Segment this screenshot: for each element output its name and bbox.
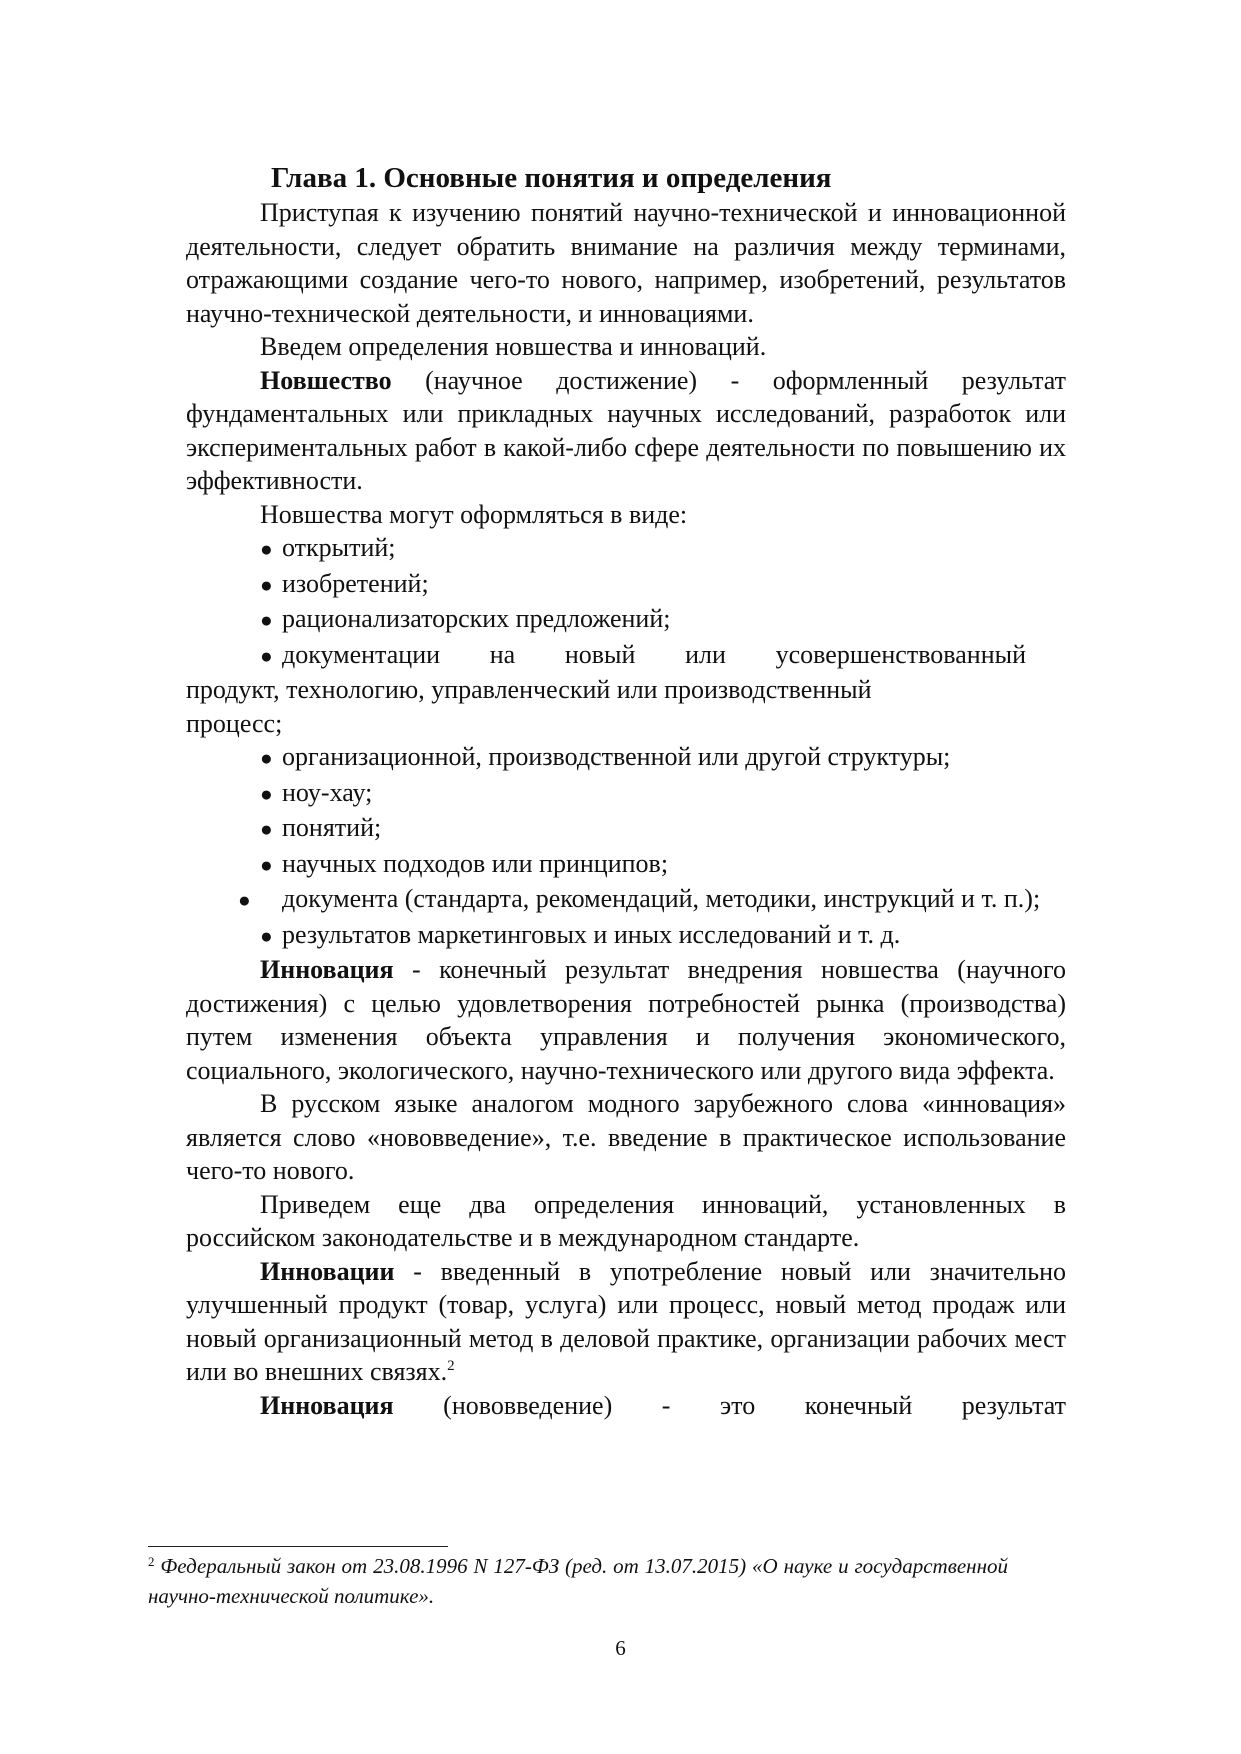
novelty-forms-list [186,531,1066,953]
list-item: ● научных подходов или принципов; [186,847,1066,883]
list-item: ● рационализаторских предложений; [186,602,1066,638]
list-item-continuation: процесс; [186,708,283,738]
list-item: ● результатов маркетинговых и иных исследований и т. д. [186,918,1066,954]
list-item: ● организационной, производственной или другой структуры; [186,740,1066,776]
list-item: ● документа (стандарта, рекомендаций, методики, инструкций и т. п.); [186,882,1086,918]
footnote-separator [148,1546,448,1547]
footnote-mark: 2 [148,1554,155,1569]
page-content [186,160,1066,1422]
bullet-icon: ● [260,746,273,770]
innovations-term: Инновации [260,1256,395,1286]
bullet-icon: ● [260,923,273,948]
bullet-icon: ● [260,817,273,841]
list-item: ● открытий; [186,531,1066,567]
innovations-definition [186,1255,1066,1389]
bullet-icon: ● [260,643,273,668]
page-number: 6 [615,1636,626,1660]
definitions-intro: Введем определения новшества и инноваций. [260,332,767,361]
innovation-definition-2 [186,1389,1066,1423]
chapter-heading: Глава 1. Основные понятия и определения [271,162,832,194]
list-item: ● документации на новый или усовершенствованный [186,638,1066,674]
innovation-term-1: Инновация [260,955,394,984]
intro-paragraph: Приступая к изучению понятий научно-технической и инновационной деятельности, следует обратить внимание на различия между терминами, отражающими создание чего-то нового, например, изобретений, результатов научно-технической деятельности, и инновациями. [186,198,1066,328]
list-item: ● ноу-хау; [186,776,1066,812]
novelty-definition [186,364,1066,498]
innovation-text-2: (нововведение) - это конечный результат [393,1390,1066,1420]
novelty-text: (научное достижение) - оформленный результат фундаментальных или прикладных научных исследований, разработок или экспериментальных работ в какой-либо сфере деятельности по повышению их эффективности. [186,365,1066,495]
list-item: ● изобретений; [186,567,1066,603]
bullet-icon: ● [238,888,251,912]
two-definitions-paragraph: Приведем еще два определения инноваций, установленных в российском законодательстве и в международном стандарте. [186,1189,1066,1252]
russian-analog-paragraph: В русском языке аналогом модного зарубежного слова «инновация» является слово «нововведение», т.е. введение в практическое использование чего-то нового. [186,1089,1066,1185]
list-item-continuation: продукт, технологию, управленческий или производственный [186,675,872,704]
innovation-term-2: Инновация [260,1390,394,1420]
bullet-icon: ● [260,781,273,806]
footnote-reference[interactable]: 2 [447,1358,455,1374]
innovation-definition-1 [186,953,1066,1087]
footnote [148,1551,1008,1611]
novelty-term: Новшество [260,365,392,395]
bullet-icon: ● [260,852,273,877]
list-item: ● понятий; [186,811,1066,847]
bullet-icon: ● [260,608,273,632]
innovations-text: - введенный в употребление новый или значительно улучшенный продукт (товар, услуга) или процесс, новый метод продаж или новый организационный метод в деловой практике, организации рабочих мест или во внешних связях. [186,1256,1066,1386]
forms-intro: Новшества могут оформляться в виде: [260,499,688,529]
bullet-icon: ● [260,537,273,561]
footnote-text: Федеральный закон от 23.08.1996 N 127-ФЗ (ред. от 13.07.2015) «О науке и государственной научно-технической политике». [148,1554,1008,1608]
bullet-icon: ● [260,572,273,597]
innovation-text-1: - конечный результат внедрения новшества (научного достижения) с целью удовлетворения потребностей рынка (производства) путем изменения объекта управления и получения экономического, социального, экологического, научно-технического или другого вида эффекта. [186,955,1066,1085]
